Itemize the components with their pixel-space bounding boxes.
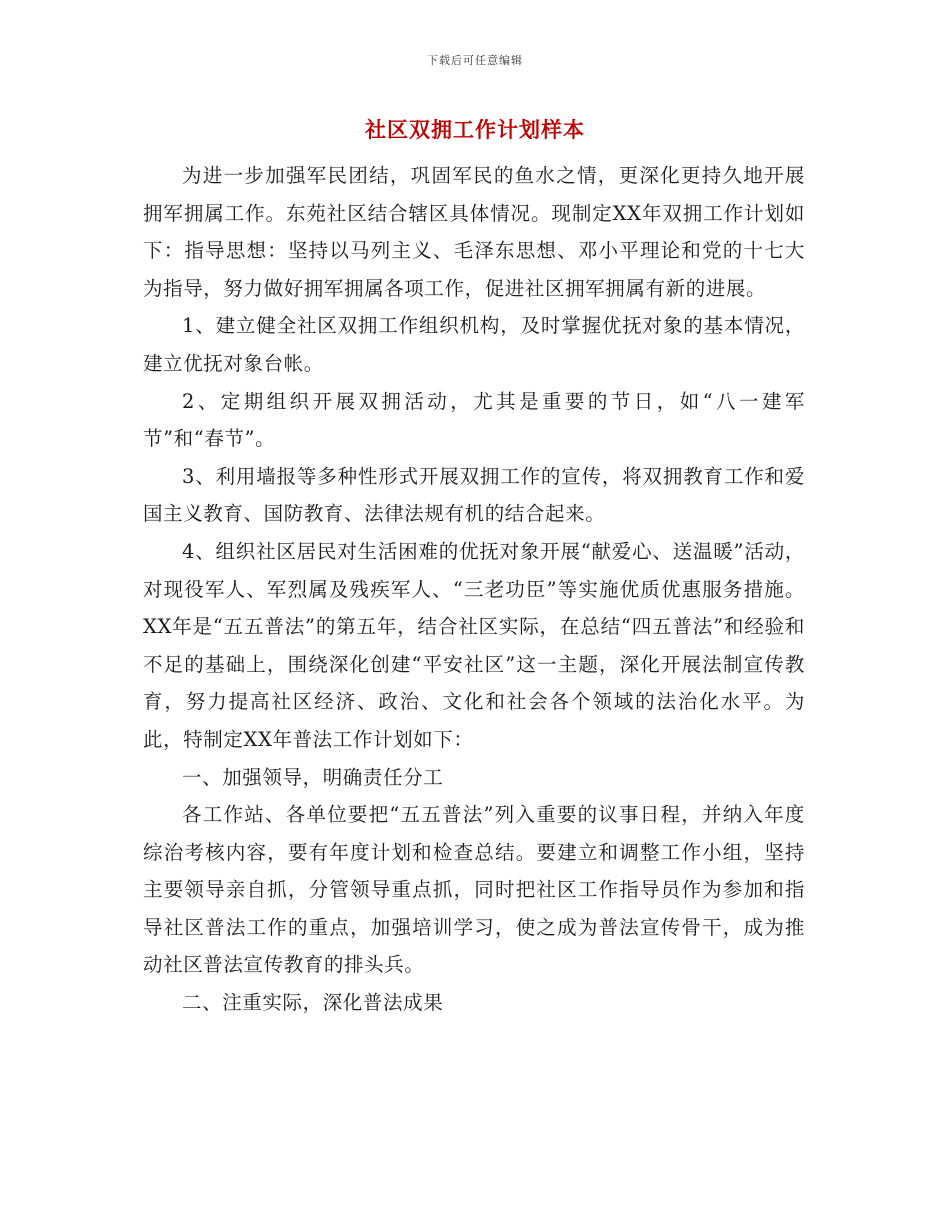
- section-heading-2: 二、注重实际，深化普法成果: [182, 991, 444, 1015]
- paragraph-item-4: 4、组织社区居民对生活困难的优抚对象开展“献爱心、送温暖”活动，对现役军人、军烈属及残疾军人、“三老功臣”等实施优质优惠服务措施。XX年是“五五普法”的第五年，结合社区实际，在总结“四五普法”和经验和不足的基础上，围绕深化创建“平安社区”这一主题，深化开展法制宣传教育，努力提高社区经济、政治、文化和社会各个领域的法治化水平。为此，特制定XX年普法工作计划如下：: [143, 539, 805, 751]
- section-heading-1: 一、加强领导，明确责任分工: [182, 765, 444, 789]
- document-title: 社区双拥工作计划样本: [365, 117, 585, 142]
- paragraph-item-2: 2、定期组织开展双拥活动，尤其是重要的节日，如“八一建军节”和“春节”。: [143, 389, 805, 451]
- paragraph-item-1: 1、建立健全社区双拥工作组织机构，及时掌握优抚对象的基本情况，建立优抚对象台帐。: [143, 314, 805, 375]
- document-body: [143, 157, 805, 1022]
- paragraph-item-3: 3、利用墙报等多种性形式开展双拥工作的宣传，将双拥教育工作和爱国主义教育、国防教育、法律法规有机的结合起来。: [143, 464, 805, 526]
- paragraph-intro: 为进一步加强军民团结，巩固军民的鱼水之情，更深化更持久地开展拥军拥属工作。东苑社区结合辖区具体情况。现制定XX年双拥工作计划如下：指导思想：坚持以马列主义、毛泽东思想、邓小平理论和党的十七大为指导，努力做好拥军拥属各项工作，促进社区拥军拥属有新的进展。: [143, 164, 805, 300]
- header-note: 下载后可任意编辑: [427, 54, 523, 67]
- paragraph-section-1: 各工作站、各单位要把“五五普法”列入重要的议事日程，并纳入年度综治考核内容，要有年度计划和检查总结。要建立和调整工作小组，坚持主要领导亲自抓，分管领导重点抓，同时把社区工作指导员作为参加和指导社区普法工作的重点，加强培训学习，使之成为普法宣传骨干，成为推动社区普法宣传教育的排头兵。: [143, 803, 805, 977]
